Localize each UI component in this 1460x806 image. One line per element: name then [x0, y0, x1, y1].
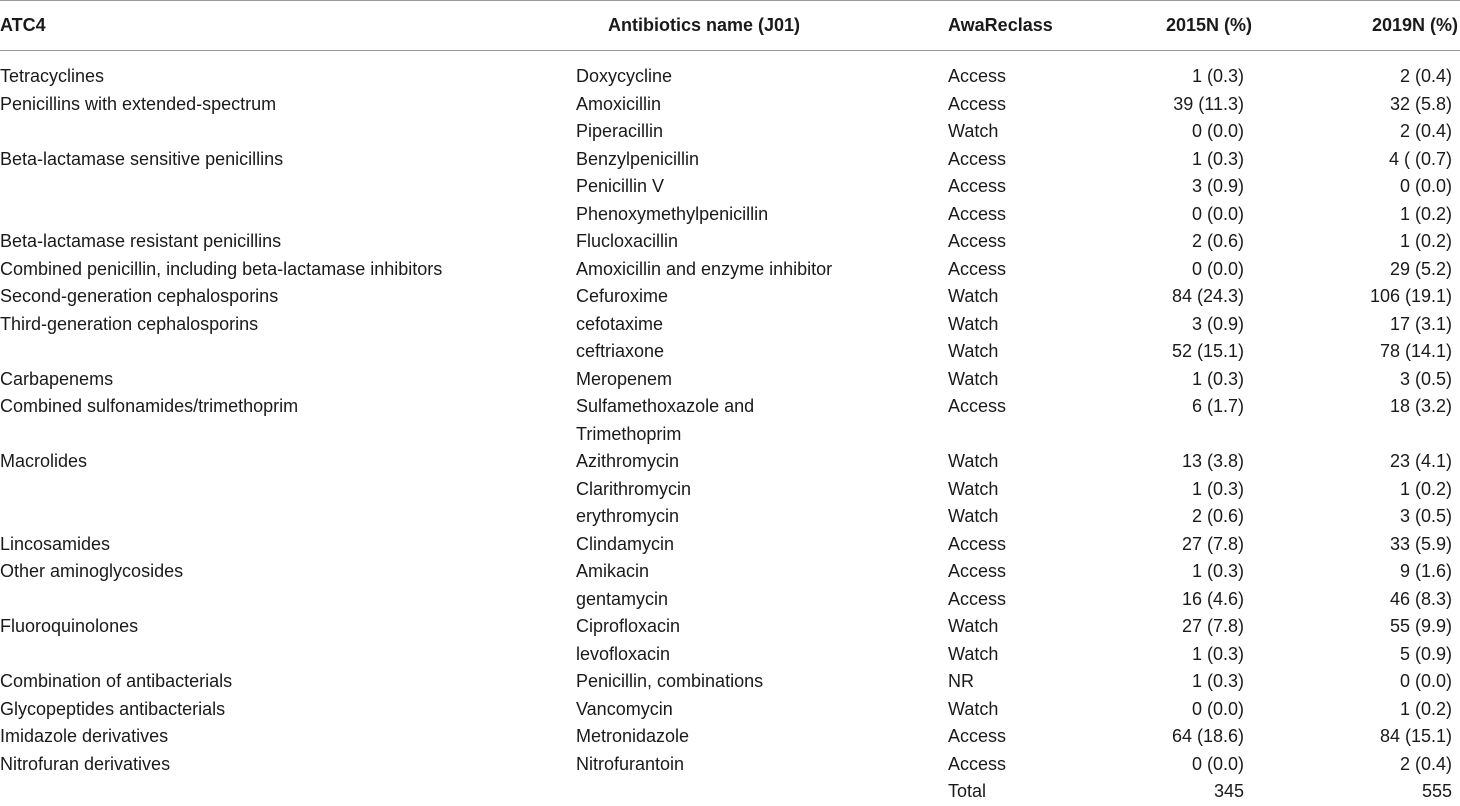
table-row — [0, 448, 1460, 476]
cell-2015: 3 (0.9) — [1191, 313, 1244, 334]
cell-2019: 32 (5.8) — [1389, 93, 1452, 114]
antibiotic-name-line: gentamycin — [576, 588, 669, 609]
cell-2019: 46 (8.3) — [1389, 588, 1452, 609]
cell-atc4 — [0, 778, 576, 806]
cell-antibiotic-name — [576, 696, 948, 724]
antibiotic-name-line: cefotaxime — [576, 313, 664, 334]
cell-awareclass: Access — [948, 561, 1007, 581]
cell-2019: 33 (5.9) — [1389, 533, 1452, 554]
cell-antibiotic-name — [576, 751, 948, 779]
cell-2019: 2 (0.4) — [1399, 121, 1452, 141]
cell-awareclass: Watch — [948, 368, 999, 389]
table-row — [0, 283, 1460, 311]
cell-atc4 — [0, 118, 576, 146]
cell-antibiotic-name — [576, 256, 948, 284]
cell-2019: 9 (1.6) — [1399, 561, 1452, 581]
antibiotic-name-line: Meropenem — [576, 368, 673, 389]
cell-2019: 1 (0.2) — [1399, 203, 1452, 224]
cell-antibiotic-name — [576, 146, 948, 174]
header-row — [0, 1, 1460, 51]
cell-awareclass: Access — [948, 148, 1007, 169]
cell-atc4: Lincosamides — [0, 533, 111, 554]
cell-2015: 13 (3.8) — [1181, 451, 1244, 471]
antibiotic-name-line: Clarithromycin — [576, 478, 692, 499]
cell-atc4: Combined sulfonamides/trimethoprim — [0, 396, 299, 416]
cell-antibiotic-name — [576, 586, 948, 614]
cell-2015: 6 (1.7) — [1191, 396, 1244, 416]
cell-awareclass: Access — [948, 726, 1007, 746]
cell-awareclass: Access — [948, 533, 1007, 554]
cell-atc4: Fluoroquinolones — [0, 616, 139, 636]
cell-2015: 1 (0.3) — [1191, 561, 1244, 581]
cell-antibiotic-name — [576, 173, 948, 201]
cell-awareclass: Watch — [948, 341, 999, 361]
table-row — [0, 531, 1460, 559]
antibiotic-name-line: erythromycin — [576, 506, 680, 526]
table-row — [0, 503, 1460, 531]
cell-awareclass: Watch — [948, 698, 999, 719]
cell-awareclass: Access — [948, 753, 1007, 774]
cell-antibiotic-name — [576, 283, 948, 311]
cell-atc4: Other aminoglycosides — [0, 561, 184, 581]
cell-antibiotic-name — [576, 118, 948, 146]
cell-antibiotic-name — [576, 613, 948, 641]
table-row — [0, 751, 1460, 779]
table-row — [0, 91, 1460, 119]
table-row — [0, 778, 1460, 806]
cell-antibiotic-name — [576, 51, 948, 91]
cell-antibiotic-name — [576, 668, 948, 696]
cell-awareclass: Watch — [948, 451, 999, 471]
cell-atc4: Beta-lactamase resistant penicillins — [0, 231, 282, 251]
cell-atc4: Second-generation cephalosporins — [0, 286, 279, 306]
cell-atc4 — [0, 641, 576, 669]
cell-antibiotic-name — [576, 531, 948, 559]
header-antibiotics-name: Antibiotics name (J01) — [576, 1, 948, 51]
table-row — [0, 558, 1460, 586]
antibiotic-name-line: Piperacillin — [576, 121, 664, 141]
cell-antibiotic-name — [576, 448, 948, 476]
cell-2019: 2 (0.4) — [1399, 753, 1452, 774]
cell-atc4: Carbapenems — [0, 368, 114, 389]
cell-atc4 — [0, 503, 576, 531]
cell-2015: 84 (24.3) — [1171, 286, 1244, 306]
cell-atc4 — [0, 586, 576, 614]
cell-awareclass: Access — [948, 66, 1007, 86]
cell-awareclass: Watch — [948, 478, 999, 499]
antibiotic-name-line: Azithromycin — [576, 451, 680, 471]
antibiotic-name-line: Penicillin V — [576, 176, 665, 196]
antibiotic-name-line: Clindamycin — [576, 533, 675, 554]
cell-2015: 345 — [1213, 781, 1244, 801]
antibiotic-name-line: Sulfamethoxazole and — [576, 396, 755, 416]
antibiotic-name-line: Ciprofloxacin — [576, 616, 681, 636]
cell-2019: 17 (3.1) — [1389, 313, 1452, 334]
cell-2019: 29 (5.2) — [1389, 258, 1452, 279]
table-row — [0, 723, 1460, 751]
antibiotic-name-line: Phenoxymethylpenicillin — [576, 203, 769, 224]
cell-awareclass: Watch — [948, 286, 999, 306]
cell-awareclass: Watch — [948, 616, 999, 636]
table-header — [0, 1, 1460, 51]
cell-2015: 16 (4.6) — [1181, 588, 1244, 609]
antibiotic-name-line: Amikacin — [576, 561, 650, 581]
table-row — [0, 613, 1460, 641]
header-2019: 2019N (%) — [1260, 1, 1460, 51]
antibiotic-name-line: Amoxicillin — [576, 93, 662, 114]
antibiotic-name-line: Cefuroxime — [576, 286, 669, 306]
cell-2019: 0 (0.0) — [1399, 176, 1452, 196]
cell-awareclass: Access — [948, 203, 1007, 224]
cell-2015: 2 (0.6) — [1191, 506, 1244, 526]
table-row — [0, 118, 1460, 146]
table-row — [0, 476, 1460, 504]
cell-awareclass: Watch — [948, 313, 999, 334]
cell-atc4 — [0, 201, 576, 229]
cell-2015: 1 (0.3) — [1191, 671, 1244, 691]
table-row — [0, 311, 1460, 339]
cell-2019: 1 (0.2) — [1399, 698, 1452, 719]
header-atc4: ATC4 — [0, 1, 576, 51]
cell-2015: 0 (0.0) — [1191, 698, 1244, 719]
cell-antibiotic-name — [576, 558, 948, 586]
table-row — [0, 586, 1460, 614]
cell-atc4: Tetracyclines — [0, 66, 105, 86]
cell-awareclass: Access — [948, 396, 1007, 416]
antibiotic-name-line: ceftriaxone — [576, 341, 665, 361]
antibiotic-name-line: Metronidazole — [576, 726, 690, 746]
cell-2019: 84 (15.1) — [1379, 726, 1452, 746]
cell-awareclass: Watch — [948, 121, 999, 141]
cell-antibiotic-name — [576, 201, 948, 229]
table-row — [0, 201, 1460, 229]
cell-2019: 3 (0.5) — [1399, 506, 1452, 526]
cell-antibiotic-name — [576, 311, 948, 339]
cell-2019: 1 (0.2) — [1399, 478, 1452, 499]
cell-2015: 64 (18.6) — [1171, 726, 1244, 746]
cell-awareclass: Access — [948, 176, 1007, 196]
cell-2015: 52 (15.1) — [1171, 341, 1244, 361]
cell-2015: 3 (0.9) — [1191, 176, 1244, 196]
cell-antibiotic-name — [576, 366, 948, 394]
cell-2019: 106 (19.1) — [1369, 286, 1452, 306]
cell-2019: 0 (0.0) — [1399, 671, 1452, 691]
table-row — [0, 146, 1460, 174]
cell-atc4: Imidazole derivatives — [0, 726, 169, 746]
cell-2019: 555 — [1421, 781, 1452, 801]
table-row — [0, 338, 1460, 366]
cell-antibiotic-name — [576, 338, 948, 366]
cell-atc4: Beta-lactamase sensitive penicillins — [0, 148, 284, 169]
cell-awareclass: NR — [948, 671, 974, 691]
cell-2019: 3 (0.5) — [1399, 368, 1452, 389]
cell-2015: 39 (11.3) — [1173, 93, 1244, 114]
table-row — [0, 228, 1460, 256]
cell-2015: 0 (0.0) — [1191, 203, 1244, 224]
cell-awareclass: Access — [948, 231, 1007, 251]
cell-awareclass: Access — [948, 258, 1007, 279]
cell-atc4: Third-generation cephalosporins — [0, 313, 259, 334]
cell-atc4: Macrolides — [0, 451, 88, 471]
table-row — [0, 641, 1460, 669]
cell-atc4 — [0, 173, 576, 201]
table-body — [0, 51, 1460, 806]
table-row — [0, 393, 1460, 448]
cell-awareclass: Watch — [948, 643, 999, 664]
cell-2019: 23 (4.1) — [1389, 451, 1452, 471]
antibiotic-name-line: Trimethoprim — [576, 423, 682, 444]
cell-atc4 — [0, 338, 576, 366]
cell-atc4: Combined penicillin, including beta-lactamase inhibitors — [0, 258, 443, 279]
header-awareclass: AwaReclass — [948, 1, 1120, 51]
cell-2019: 5 (0.9) — [1399, 643, 1452, 664]
cell-2015: 1 (0.3) — [1191, 478, 1244, 499]
table-row — [0, 51, 1460, 91]
cell-awareclass: Access — [948, 93, 1007, 114]
cell-2015: 1 (0.3) — [1191, 66, 1244, 86]
cell-awareclass: Total — [948, 781, 987, 801]
cell-antibiotic-name — [576, 91, 948, 119]
antibiotic-name-line: levofloxacin — [576, 643, 671, 664]
antibiotic-name-line: Vancomycin — [576, 698, 673, 719]
cell-2019: 1 (0.2) — [1399, 231, 1452, 251]
header-2015: 2015N (%) — [1120, 1, 1260, 51]
cell-2015: 27 (7.8) — [1181, 616, 1244, 636]
cell-atc4 — [0, 476, 576, 504]
cell-2019: 78 (14.1) — [1379, 341, 1452, 361]
antibiotic-name-line: Doxycycline — [576, 66, 673, 86]
antibiotic-name-line: Benzylpenicillin — [576, 148, 700, 169]
cell-antibiotic-name — [576, 778, 948, 806]
cell-atc4: Glycopeptides antibacterials — [0, 698, 226, 719]
cell-antibiotic-name — [576, 503, 948, 531]
cell-atc4: Combination of antibacterials — [0, 671, 233, 691]
cell-antibiotic-name — [576, 723, 948, 751]
antibiotic-name-line: Amoxicillin and enzyme inhibitor — [576, 258, 833, 279]
cell-2015: 1 (0.3) — [1191, 643, 1244, 664]
cell-awareclass: Access — [948, 588, 1007, 609]
cell-antibiotic-name — [576, 641, 948, 669]
cell-2015: 27 (7.8) — [1181, 533, 1244, 554]
cell-2015: 0 (0.0) — [1191, 258, 1244, 279]
cell-2015: 0 (0.0) — [1191, 753, 1244, 774]
antibiotic-name-line: Nitrofurantoin — [576, 753, 685, 774]
table-row — [0, 173, 1460, 201]
antibiotic-name-line: Penicillin, combinations — [576, 671, 764, 691]
cell-2019: 4 ( (0.7) — [1388, 148, 1452, 169]
table-row — [0, 366, 1460, 394]
cell-antibiotic-name — [576, 393, 948, 448]
table-row — [0, 696, 1460, 724]
table-row — [0, 668, 1460, 696]
cell-2015: 1 (0.3) — [1191, 148, 1244, 169]
cell-2019: 2 (0.4) — [1399, 66, 1452, 86]
cell-2015: 0 (0.0) — [1191, 121, 1244, 141]
cell-atc4: Penicillins with extended-spectrum — [0, 93, 277, 114]
cell-2015: 1 (0.3) — [1191, 368, 1244, 389]
antibiotic-name-line: Flucloxacillin — [576, 231, 679, 251]
cell-antibiotic-name — [576, 476, 948, 504]
cell-2015: 2 (0.6) — [1191, 231, 1244, 251]
cell-2019: 18 (3.2) — [1389, 396, 1452, 416]
cell-awareclass: Watch — [948, 506, 999, 526]
cell-2019: 55 (9.9) — [1389, 616, 1452, 636]
table-row — [0, 256, 1460, 284]
cell-atc4: Nitrofuran derivatives — [0, 753, 171, 774]
cell-antibiotic-name — [576, 228, 948, 256]
